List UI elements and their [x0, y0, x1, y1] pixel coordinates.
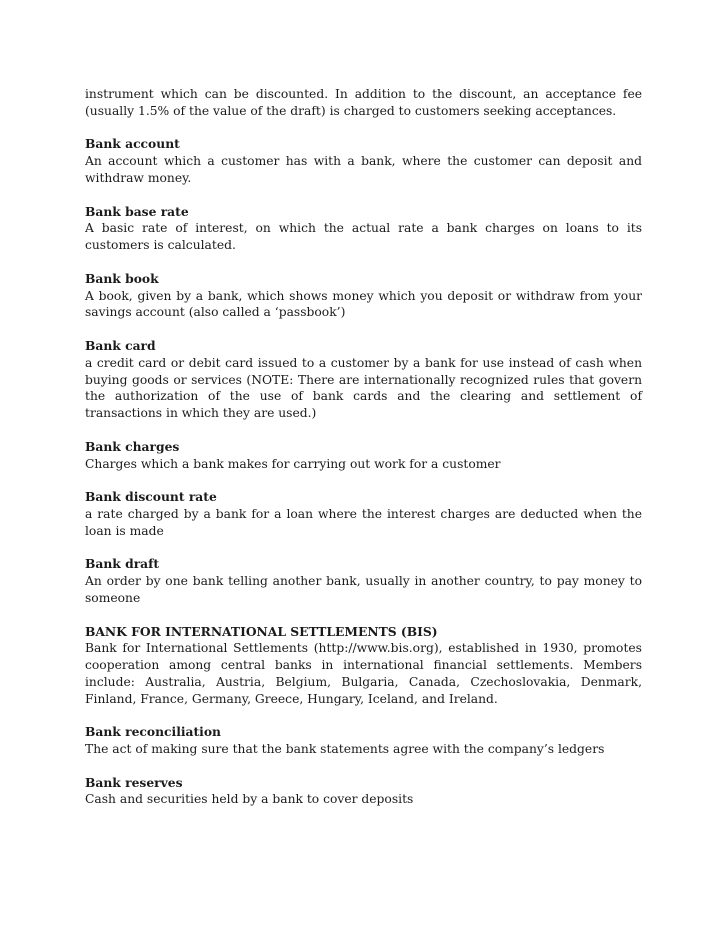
entry-term: Bank card: [85, 337, 156, 353]
entry-definition: The act of making sure that the bank statements agree with the company’s ledgers: [85, 742, 605, 757]
entry-term: Bank draft: [85, 556, 160, 572]
entry-definition: An account which a customer has with a bank, where the customer can deposit and withdraw money.: [85, 154, 642, 185]
entry-definition: a credit card or debit card issued to a customer by a bank for use instead of cash when buying goods or services (NOTE: There are internationally recognized rules that govern the authorization of the use of bank cards and the clearing and settlement of transactions in which they are used.): [85, 355, 642, 421]
entry-term: Bank charges: [85, 438, 180, 454]
glossary-entry-bank-draft: [85, 556, 642, 606]
entry-term: Bank reconciliation: [85, 724, 221, 740]
entry-term: Bank discount rate: [85, 489, 217, 505]
entry-term: BANK FOR INTERNATIONAL SETTLEMENTS (BIS): [85, 623, 438, 639]
entry-term: Bank reserves: [85, 774, 183, 790]
entry-definition: a rate charged by a bank for a loan where the interest charges are deducted when the loan is made: [85, 506, 642, 538]
glossary-entry-bank-reserves: [85, 775, 642, 809]
intro-paragraph: instrument which can be discounted. In addition to the discount, an acceptance fee (usually 1.5% of the value of the draft) is charged to customers seeking acceptances.: [85, 87, 642, 118]
glossary-entry-bis: [85, 624, 642, 708]
glossary-entry-bank-card: [85, 338, 642, 422]
glossary-entry-bank-reconciliation: [85, 724, 642, 758]
document-body: [85, 86, 642, 825]
entry-term: Bank book: [85, 270, 159, 286]
glossary-entry-bank-account: [85, 136, 642, 186]
entry-definition: A book, given by a bank, which shows money which you deposit or withdraw from your savings account (also called a ‘passbook’): [85, 288, 642, 320]
entry-definition: An order by one bank telling another bank, usually in another country, to pay money to someone: [85, 574, 642, 605]
entry-definition: Bank for International Settlements (http://www.bis.org), established in 1930, promotes cooperation among central banks in international financial settlements. Members include: Australia, Austria, Belgium, Bulgaria, Canada, Czechoslovakia, Denmark, Finland, France, Germany, Greece, Hungary, Iceland, and Ireland.: [85, 641, 642, 706]
glossary-entry-bank-discount-rate: [85, 489, 642, 539]
entry-definition: Cash and securities held by a bank to cover deposits: [85, 792, 414, 807]
entry-definition: Charges which a bank makes for carrying out work for a customer: [85, 456, 501, 471]
entry-term: Bank account: [85, 136, 180, 152]
glossary-entry-bank-base-rate: [85, 204, 642, 254]
glossary-entry-bank-book: [85, 271, 642, 321]
glossary-entry-bank-charges: [85, 439, 642, 473]
entry-term: Bank base rate: [85, 203, 189, 219]
entry-definition: A basic rate of interest, on which the actual rate a bank charges on loans to its customers is calculated.: [85, 221, 642, 253]
